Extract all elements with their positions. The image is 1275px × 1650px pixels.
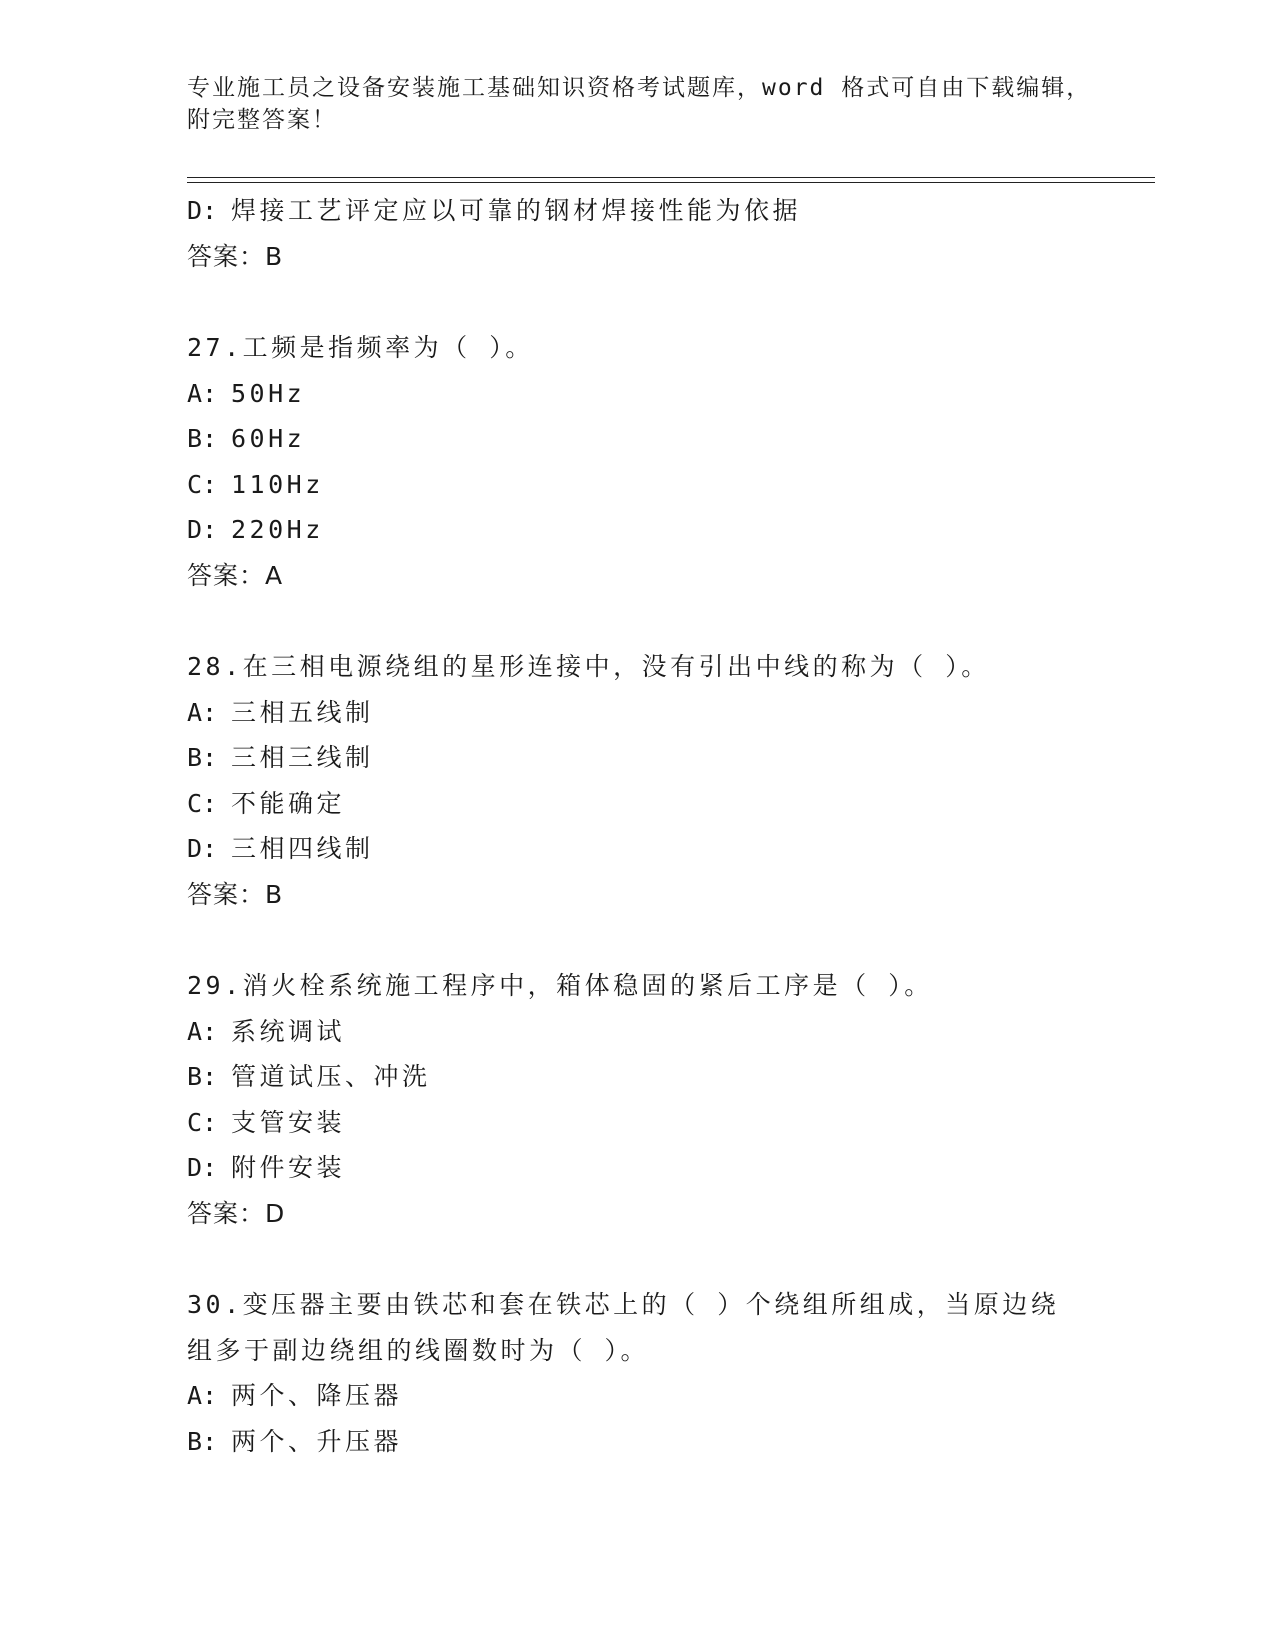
option-a [187, 1009, 1155, 1055]
option-b [187, 416, 1155, 462]
header-divider-bottom [187, 182, 1155, 183]
option-text: 系统调试 [231, 1016, 346, 1046]
option-text: 三相三线制 [231, 743, 374, 772]
answer-line: 答案：B [187, 241, 284, 271]
answer-line: 答案：A [187, 560, 284, 590]
option-label: B: [187, 424, 218, 453]
option-d [187, 826, 1155, 872]
question-stem: 28.在三相电源绕组的星形连接中，没有引出中线的称为（ ）。 [187, 652, 990, 681]
option-label: A: [187, 378, 218, 408]
option-text: 两个、降压器 [231, 1381, 403, 1410]
option-a [187, 371, 1155, 417]
spacer [187, 598, 1155, 644]
option-c [187, 781, 1155, 827]
option-text: 60Hz [231, 424, 306, 453]
option-text: 不能确定 [231, 788, 346, 818]
question-28 [187, 644, 1155, 917]
option-b [187, 735, 1155, 781]
question-list [187, 188, 1155, 1464]
option-d [187, 1145, 1155, 1191]
option-c [187, 1100, 1155, 1146]
option-text: 220Hz [231, 515, 324, 544]
option-text: 三相四线制 [231, 834, 374, 863]
question-27 [187, 325, 1155, 598]
option-label: B: [187, 743, 218, 772]
answer-line: 答案：D [187, 1198, 286, 1228]
spacer [187, 1236, 1155, 1282]
header-line-2: 附完整答案！ [187, 107, 337, 133]
option-label: C: [187, 469, 218, 499]
question-stem-line-1: 30.变压器主要由铁芯和套在铁芯上的（ ）个绕组所组成，当原边绕 [187, 1290, 1060, 1319]
question-29 [187, 963, 1155, 1236]
option-label: D: [187, 834, 218, 863]
header-line-1: 专业施工员之设备安装施工基础知识资格考试题库，word 格式可自由下载编辑， [187, 75, 1092, 101]
option-label: D: [187, 515, 218, 544]
option-a [187, 1373, 1155, 1419]
option-text: 三相五线制 [231, 697, 374, 727]
option-text: 支管安装 [231, 1107, 346, 1137]
option-text: 两个、升压器 [231, 1426, 403, 1456]
question-stem-line-2: 组多于副边绕组的线圈数时为（ ）。 [187, 1335, 650, 1365]
option-text: 附件安装 [231, 1153, 346, 1182]
header-divider-top [187, 177, 1155, 178]
option-c [187, 462, 1155, 508]
option-label: A: [187, 1381, 218, 1410]
option-a [187, 690, 1155, 736]
option-label: C: [187, 788, 218, 818]
option-text: 管道试压、冲洗 [231, 1062, 431, 1091]
option-b [187, 1419, 1155, 1465]
option-d [187, 507, 1155, 553]
option-label: B: [187, 1062, 218, 1091]
option-label: B: [187, 1426, 218, 1456]
option-text: 110Hz [231, 469, 324, 499]
spacer [187, 279, 1155, 325]
question-30 [187, 1282, 1155, 1464]
option-label: D: [187, 1153, 218, 1182]
option-label: A: [187, 697, 218, 727]
option-label: D: [187, 196, 218, 225]
question-26-tail [187, 188, 1155, 279]
question-stem: 27.工频是指频率为（ ）。 [187, 333, 534, 362]
spacer [187, 917, 1155, 963]
answer-line: 答案：B [187, 879, 284, 909]
option-text: 焊接工艺评定应以可靠的钢材焊接性能为依据 [231, 196, 802, 225]
document-header [187, 72, 1092, 136]
option-d [187, 188, 1155, 234]
option-label: C: [187, 1107, 218, 1137]
option-b [187, 1054, 1155, 1100]
option-label: A: [187, 1016, 218, 1046]
question-stem: 29.消火栓系统施工程序中，箱体稳固的紧后工序是（ ）。 [187, 971, 933, 1000]
option-text: 50Hz [231, 378, 306, 408]
